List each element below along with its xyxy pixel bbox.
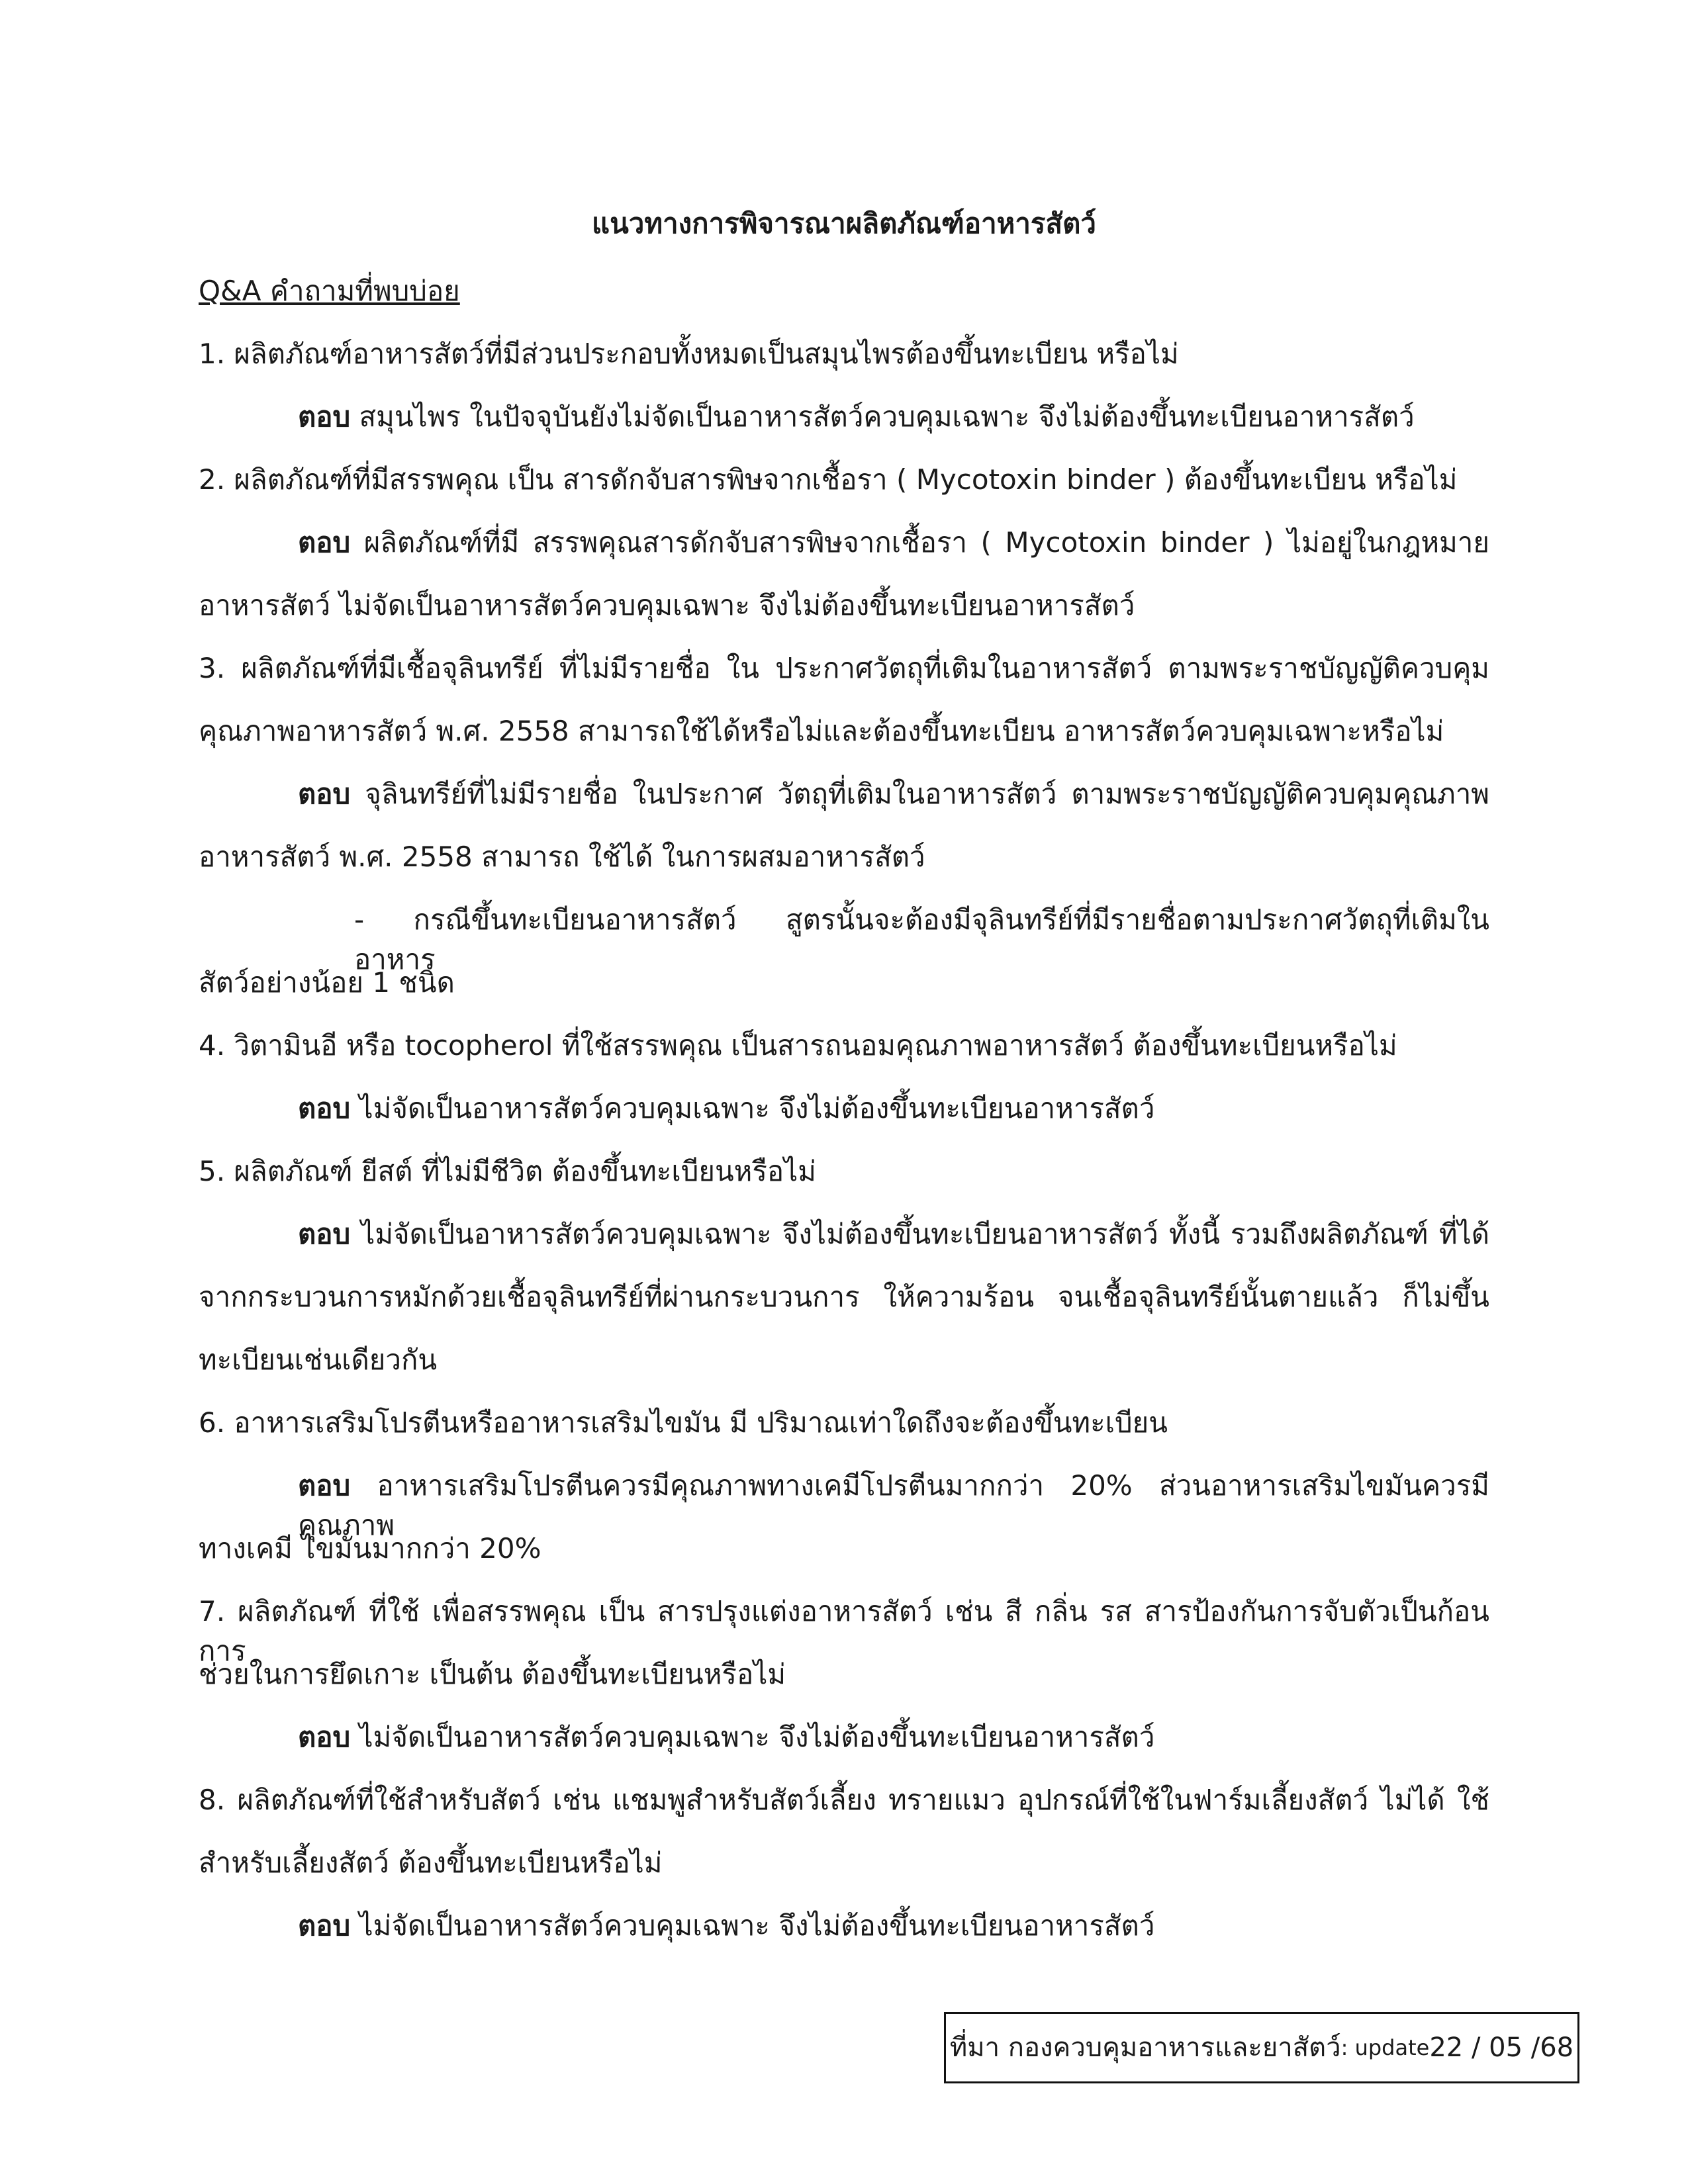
answer-5-line-3: ทะเบียนเช่นเดียวกัน: [199, 1343, 438, 1376]
question-4: 4. วิตามินอี หรือ tocopherol ที่ใช้สรรพคุณ เป็นสารถนอมคุณภาพอาหารสัตว์ ต้องขึ้นทะเบียนหรือไม่: [199, 1029, 1397, 1062]
update-label: : update: [1340, 2035, 1430, 2060]
answer-4-text: ไม่จัดเป็นอาหารสัตว์ควบคุมเฉพาะ จึงไม่ต้องขึ้นทะเบียนอาหารสัตว์: [350, 1092, 1155, 1124]
answer-3-text: จุลินทรีย์ที่ไม่มีรายชื่อ ในประกาศ วัตถุที่เติมในอาหารสัตว์ ตามพระราชบัญญัติควบคุมคุณภาพ: [350, 778, 1489, 810]
answer-1-text: สมุนไพร ในปัจจุบันยังไม่จัดเป็นอาหารสัตว์ควบคุมเฉพาะ จึงไม่ต้องขึ้นทะเบียนอาหารสัตว์: [350, 400, 1415, 433]
question-8-line-2: สำหรับเลี้ยงสัตว์ ต้องขึ้นทะเบียนหรือไม่: [199, 1846, 663, 1879]
answer-7-text: ไม่จัดเป็นอาหารสัตว์ควบคุมเฉพาะ จึงไม่ต้องขึ้นทะเบียนอาหารสัตว์: [350, 1721, 1155, 1753]
source-label: ที่มา กองควบคุมอาหารและยาสัตว์: [949, 2032, 1341, 2063]
question-7-line-2: ช่วยในการยึดเกาะ เป็นต้น ต้องขึ้นทะเบียนหรือไม่: [199, 1658, 786, 1690]
answer-5-text: ไม่จัดเป็นอาหารสัตว์ควบคุมเฉพาะ จึงไม่ต้องขึ้นทะเบียนอาหารสัตว์ ทั้งนี้ รวมถึงผลิตภัณฑ์ ที่ได้: [350, 1218, 1489, 1250]
answer-2-text: ผลิตภัณฑ์ที่มี สรรพคุณสารดักจับสารพิษจากเชื้อรา ( Mycotoxin binder ) ไม่อยู่ในกฎหมาย: [350, 526, 1489, 559]
source-box: [944, 2012, 1579, 2083]
question-3-line-1: 3. ผลิตภัณฑ์ที่มีเชื้อจุลินทรีย์ ที่ไม่มีรายชื่อ ใน ประกาศวัตถุที่เติมในอาหารสัตว์ ตามพระราชบัญญัติควบคุม: [199, 652, 1489, 684]
answer-label: ตอบ: [298, 1218, 351, 1250]
answer-3-line-3: - กรณีขึ้นทะเบียนอาหารสัตว์ สูตรนั้นจะต้องมีจุลินทรีย์ที่มีรายชื่อตามประกาศวัตถุที่เติมในอาหาร: [354, 903, 1489, 976]
question-7-line-1: 7. ผลิตภัณฑ์ ที่ใช้ เพื่อสรรพคุณ เป็น สารปรุงแต่งอาหารสัตว์ เช่น สี กลิ่น รส สารป้องกันการจับตัวเป็นก้อน การ: [199, 1595, 1489, 1667]
answer-label: ตอบ: [298, 1469, 351, 1502]
answer-8: [298, 1906, 1489, 1946]
answer-3-line-2: อาหารสัตว์ พ.ศ. 2558 สามารถ ใช้ได้ ในการผสมอาหารสัตว์: [199, 841, 925, 873]
answer-label: ตอบ: [298, 400, 351, 433]
answer-5-line-1: [298, 1214, 1489, 1254]
answer-label: ตอบ: [298, 1721, 351, 1753]
answer-4: [298, 1089, 1489, 1128]
question-1: 1. ผลิตภัณฑ์อาหารสัตว์ที่มีส่วนประกอบทั้งหมดเป็นสมุนไพรต้องขึ้นทะเบียน หรือไม่: [199, 338, 1179, 370]
answer-label: ตอบ: [298, 1092, 351, 1124]
answer-6-line-1: [298, 1466, 1489, 1541]
answer-7: [298, 1717, 1489, 1757]
question-5: 5. ผลิตภัณฑ์ ยีสต์ ที่ไม่มีชีวิต ต้องขึ้นทะเบียนหรือไม่: [199, 1155, 816, 1187]
answer-3-line-1: [298, 774, 1489, 814]
answer-6-line-2: ทางเคมี ไขมันมากกว่า 20%: [199, 1532, 541, 1565]
update-date: 22 / 05 /68: [1429, 2032, 1574, 2063]
answer-1: [298, 397, 1489, 437]
answer-3-line-4: สัตว์อย่างน้อย 1 ชนิด: [199, 966, 455, 999]
document-title: แนวทางการพิจารณาผลิตภัณฑ์อาหารสัตว์: [592, 207, 1096, 240]
question-2: 2. ผลิตภัณฑ์ที่มีสรรพคุณ เป็น สารดักจับสารพิษจากเชื้อรา ( Mycotoxin binder ) ต้องขึ้นทะเบียน หรือไม่: [199, 463, 1458, 496]
faq-subtitle: Q&A คำถามที่พบบ่อย: [199, 275, 460, 307]
answer-label: ตอบ: [298, 526, 351, 559]
question-3-line-2: คุณภาพอาหารสัตว์ พ.ศ. 2558 สามารถใช้ได้หรือไม่และต้องขึ้นทะเบียน อาหารสัตว์ควบคุมเฉพาะหรือไม่: [199, 715, 1444, 747]
answer-label: ตอบ: [298, 1909, 351, 1942]
question-8-line-1: 8. ผลิตภัณฑ์ที่ใช้สำหรับสัตว์ เช่น แชมพูสำหรับสัตว์เลี้ยง ทรายแมว อุปกรณ์ที่ใช้ในฟาร์มเลี้ยงสัตว์ ไม่ได้ ใช้: [199, 1784, 1489, 1816]
answer-8-text: ไม่จัดเป็นอาหารสัตว์ควบคุมเฉพาะ จึงไม่ต้องขึ้นทะเบียนอาหารสัตว์: [350, 1909, 1155, 1942]
answer-5-line-2: จากกระบวนการหมักด้วยเชื้อจุลินทรีย์ที่ผ่านกระบวนการ ให้ความร้อน จนเชื้อจุลินทรีย์นั้นตายแล้ว ก็ไม่ขึ้น: [199, 1281, 1489, 1313]
answer-6-text: อาหารเสริมโปรตีนควรมีคุณภาพทางเคมีโปรตีนมากกว่า 20% ส่วนอาหารเสริมไขมันควรมีคุณภาพ: [298, 1469, 1489, 1541]
answer-2-line-1: [298, 523, 1489, 563]
question-6: 6. อาหารเสริมโปรตีนหรืออาหารเสริมไขมัน มี ปริมาณเท่าใดถึงจะต้องขึ้นทะเบียน: [199, 1406, 1168, 1439]
answer-label: ตอบ: [298, 778, 351, 810]
answer-2-line-2: อาหารสัตว์ ไม่จัดเป็นอาหารสัตว์ควบคุมเฉพาะ จึงไม่ต้องขึ้นทะเบียนอาหารสัตว์: [199, 589, 1135, 621]
